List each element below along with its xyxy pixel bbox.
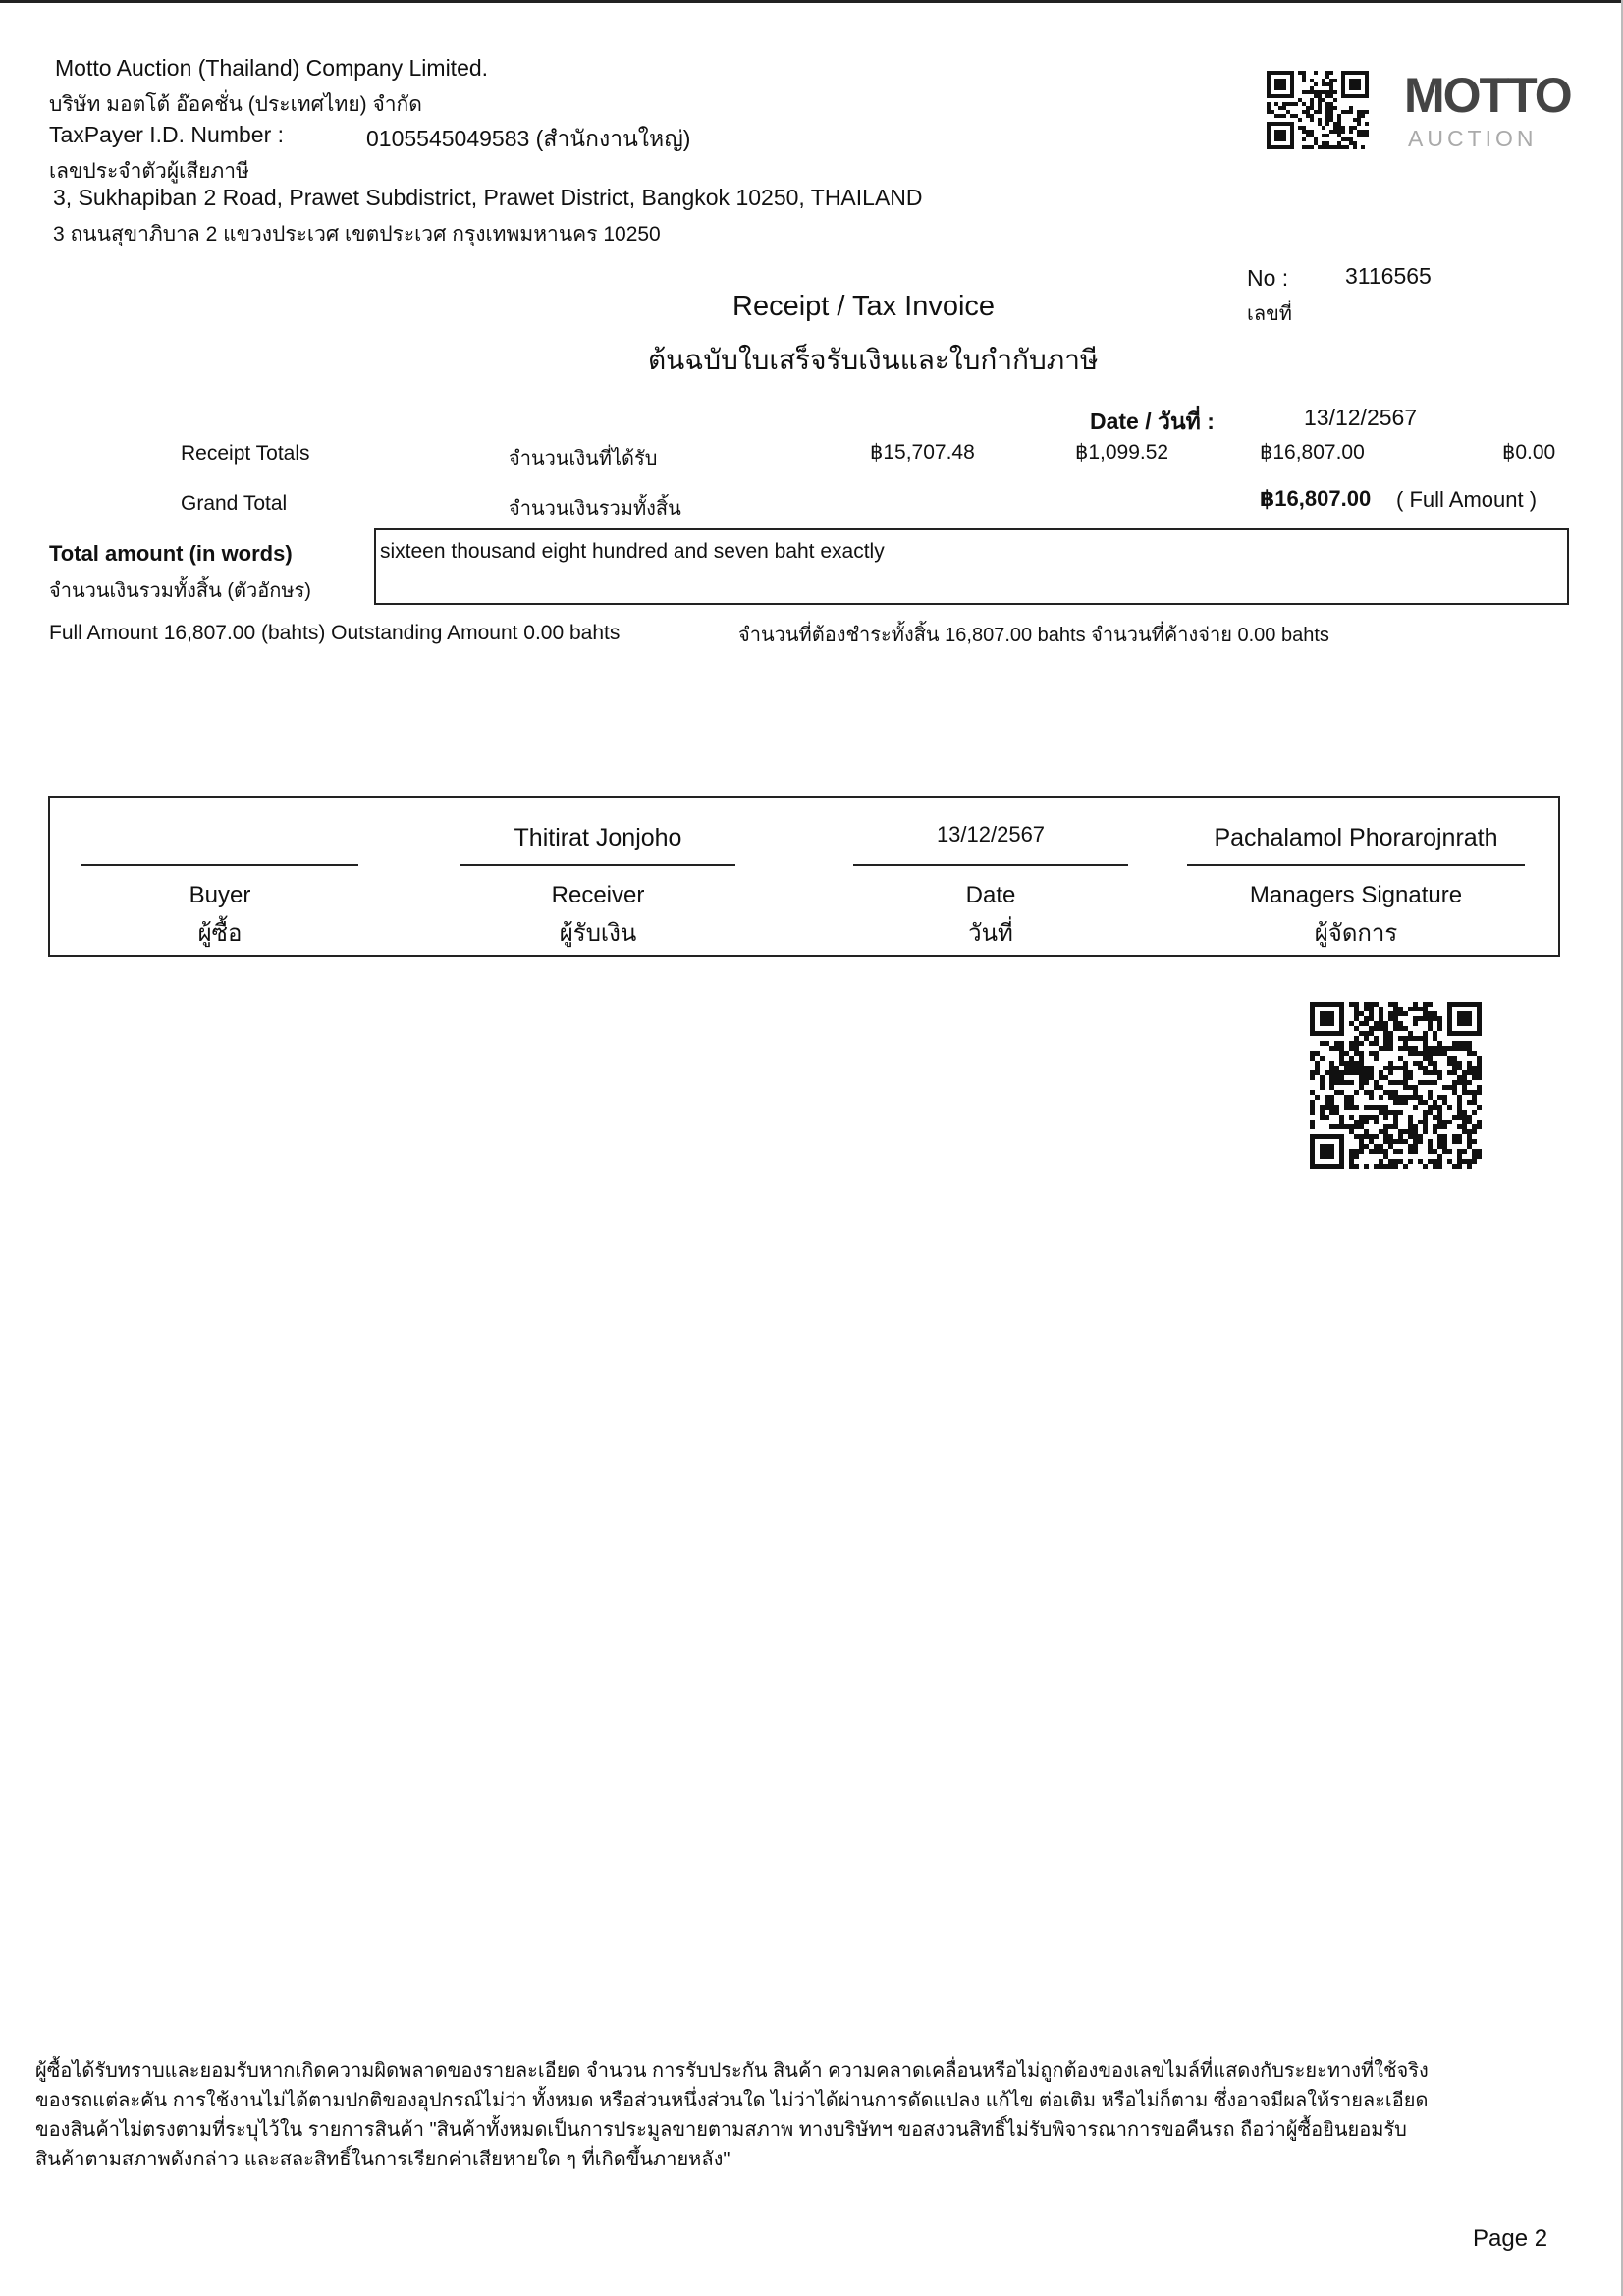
signature-buyer xyxy=(81,798,358,955)
taxid-value: 0105545049583 (สำนักงานใหญ่) xyxy=(366,126,691,151)
grand-total-note: ( Full Amount ) xyxy=(1396,487,1538,512)
signature-date xyxy=(853,798,1128,955)
signature-name: Pachalamol Phorarojnrath xyxy=(1214,824,1498,851)
receipt-totals-label: Receipt Totals xyxy=(181,442,310,465)
grand-total-label: Grand Total xyxy=(181,492,288,515)
signature-line xyxy=(1187,864,1525,866)
words-label-en: Total amount (in words) xyxy=(49,541,293,566)
grand-total-value: ฿16,807.00 xyxy=(1260,486,1372,511)
signature-line xyxy=(853,864,1128,866)
company-name-en: Motto Auction (Thailand) Company Limited. xyxy=(55,55,489,81)
signature-title: Receiver xyxy=(551,882,645,908)
receipt-totals-label-th: จำนวนเงินที่ได้รับ xyxy=(509,448,658,469)
disclaimer-line: ของสินค้าไม่ตรงตามที่ระบุไว้ใน รายการสินค้า "สินค้าทั้งหมดเป็นการประมูลขายตามสภาพ ทางบริษัทฯ ขอสงวนสิทธิ์ไม่รับพิจารณาการขอคืนรถ ถือว่าผู้ซื้อยินยอมรับ xyxy=(35,2119,1407,2141)
receipt-amount-3: ฿16,807.00 xyxy=(1260,441,1365,464)
amount-in-words-text: sixteen thousand eight hundred and seven baht exactly xyxy=(380,540,885,563)
signature-title: Managers Signature xyxy=(1249,882,1463,908)
top-border xyxy=(0,0,1623,3)
qr-code-top xyxy=(1267,71,1369,149)
taxid-label-th: เลขประจำตัวผู้เสียภาษี xyxy=(49,160,249,183)
signature-title-th: วันที่ xyxy=(968,920,1013,947)
signature-title: Date xyxy=(965,882,1016,908)
signature-manager xyxy=(1187,798,1525,955)
grand-total-label-th: จำนวนเงินรวมทั้งสิ้น xyxy=(509,498,681,519)
logo-auction-text: AUCTION xyxy=(1408,126,1538,151)
signature-name: Thitirat Jonjoho xyxy=(514,824,682,851)
signature-receiver xyxy=(460,798,735,955)
signature-title-th: ผู้ซื้อ xyxy=(197,920,243,947)
date-value: 13/12/2567 xyxy=(1304,405,1418,430)
disclaimer-line: สินค้าตามสภาพดังกล่าว และสละสิทธิ์ในการเรียกค่าเสียหายใด ๆ ที่เกิดขึ้นภายหลัง" xyxy=(35,2149,730,2170)
signature-line xyxy=(460,864,735,866)
receipt-amount-4: ฿0.00 xyxy=(1502,441,1556,464)
logo-motto-text: MOTTO xyxy=(1404,68,1571,123)
receipt-amount-2: ฿1,099.52 xyxy=(1075,441,1169,464)
disclaimer xyxy=(35,2056,1567,2174)
doc-no-label: No : xyxy=(1247,265,1289,291)
motto-auction-logo xyxy=(1404,67,1571,161)
signature-name: 13/12/2567 xyxy=(936,822,1046,847)
date-label: Date / วันที่ : xyxy=(1090,409,1215,434)
signature-title: Buyer xyxy=(189,882,251,908)
doc-no-label-th: เลขที่ xyxy=(1247,303,1292,325)
signature-box xyxy=(48,796,1560,957)
doc-no-value: 3116565 xyxy=(1345,263,1432,289)
receipt-amount-1: ฿15,707.48 xyxy=(870,441,975,464)
signature-title-th: ผู้จัดการ xyxy=(1314,920,1398,947)
qr-code-bottom xyxy=(1310,1002,1483,1171)
summary-en: Full Amount 16,807.00 (bahts) Outstanding Amount 0.00 bahts xyxy=(49,622,621,644)
doc-title-en: Receipt / Tax Invoice xyxy=(732,291,996,322)
address-th: 3 ถนนสุขาภิบาล 2 แขวงประเวศ เขตประเวศ กรุงเทพมหานคร 10250 xyxy=(53,223,661,246)
address-en: 3, Sukhapiban 2 Road, Prawet Subdistrict, Prawet District, Bangkok 10250, THAILAND xyxy=(53,185,923,210)
words-label-th: จำนวนเงินรวมทั้งสิ้น (ตัวอักษร) xyxy=(49,580,311,602)
signature-title-th: ผู้รับเงิน xyxy=(559,920,637,947)
disclaimer-line: ผู้ซื้อได้รับทราบและยอมรับหากเกิดความผิดพลาดของรายละเอียด จำนวน การรับประกัน สินค้า ความคลาดเคลื่อนหรือไม่ถูกต้องของเลขไมล์ที่แสดงกับระยะทางที่ใช้จริง xyxy=(35,2060,1429,2082)
amount-in-words-box xyxy=(374,528,1569,605)
taxid-label: TaxPayer I.D. Number : xyxy=(49,122,285,147)
page-number: Page 2 xyxy=(1473,2225,1548,2252)
summary-th: จำนวนที่ต้องชำระทั้งสิ้น 16,807.00 bahts จำนวนที่ค้างจ่าย 0.00 bahts xyxy=(738,625,1329,646)
company-name-th: บริษัท มอตโต้ อ๊อคชั่น (ประเทศไทย) จำกัด xyxy=(49,93,422,116)
doc-title-th: ต้นฉบับใบเสร็จรับเงินและใบกำกับภาษี xyxy=(648,345,1099,375)
signature-line xyxy=(81,864,358,866)
disclaimer-line: ของรถแต่ละคัน การใช้งานไม่ได้ตามปกติของอุปกรณ์ไม่ว่า ทั้งหมด หรือส่วนหนึ่งส่วนใด ไม่ว่าได้ผ่านการดัดแปลง แก้ไข ต่อเติม หรือไม่ก็ตาม ซึ่งอาจมีผลให้รายละเอียด xyxy=(35,2090,1429,2111)
